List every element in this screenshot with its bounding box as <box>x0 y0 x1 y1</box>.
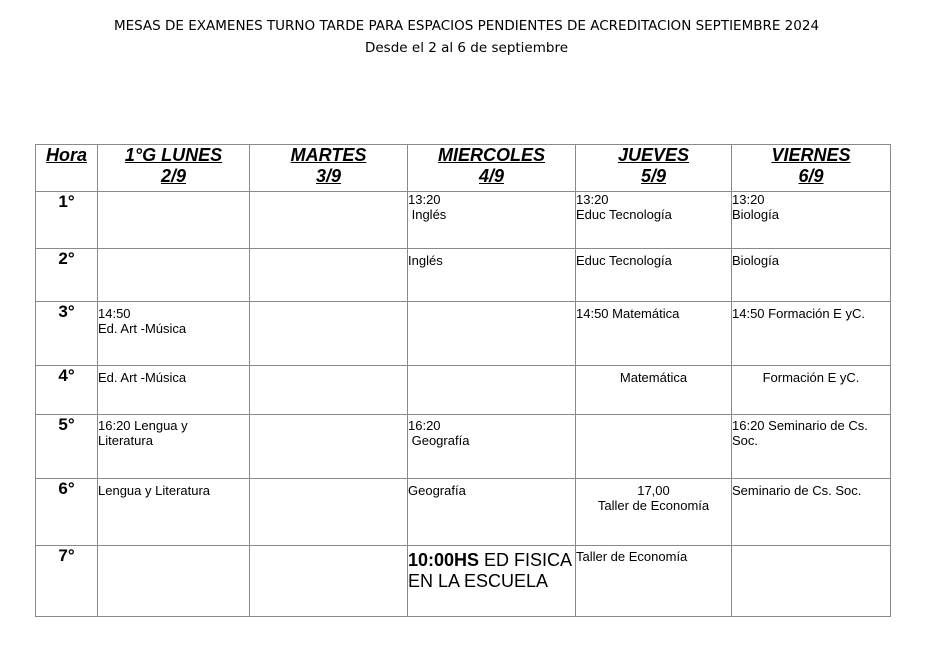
ed-fisica-time: 10:00HS <box>408 550 480 570</box>
cell-viernes: Formación E yC. <box>732 366 891 415</box>
cell-jueves <box>576 415 732 479</box>
cell-jueves: 13:20 Educ Tecnología <box>576 192 732 249</box>
hour-cell: 7° <box>36 546 98 617</box>
cell-martes <box>250 302 408 366</box>
cell-lunes: 16:20 Lengua y Literatura <box>98 415 250 479</box>
cell-viernes: Biología <box>732 249 891 302</box>
cell-martes <box>250 366 408 415</box>
table-row <box>36 415 891 479</box>
document-title: MESAS DE EXAMENES TURNO TARDE PARA ESPACIOS PENDIENTES DE ACREDITACION SEPTIEMBRE 2024 <box>113 18 820 34</box>
header-lunes: 1°G LUNES 2/9 <box>98 145 250 192</box>
cell-jueves: Educ Tecnología <box>576 249 732 302</box>
table-row <box>36 546 891 617</box>
hour-cell: 3° <box>36 302 98 366</box>
cell-viernes: 13:20 Biología <box>732 192 891 249</box>
exam-schedule-table <box>35 144 891 617</box>
cell-martes <box>250 546 408 617</box>
cell-miercoles: Inglés <box>408 249 576 302</box>
cell-viernes <box>732 546 891 617</box>
cell-viernes: Seminario de Cs. Soc. <box>732 479 891 546</box>
cell-martes <box>250 415 408 479</box>
hour-cell: 6° <box>36 479 98 546</box>
cell-lunes <box>98 192 250 249</box>
cell-jueves: Matemática <box>576 366 732 415</box>
ed-fisica-label: ED FISICA EN LA ESCUELA <box>408 550 572 591</box>
table-row <box>36 302 891 366</box>
cell-miercoles: 13:20 Inglés <box>408 192 576 249</box>
header-miercoles: MIERCOLES 4/9 <box>408 145 576 192</box>
table-row <box>36 479 891 546</box>
cell-miercoles: 16:20 Geografía <box>408 415 576 479</box>
cell-lunes: Lengua y Literatura <box>98 479 250 546</box>
cell-martes <box>250 479 408 546</box>
cell-miercoles: Geografía <box>408 479 576 546</box>
cell-jueves: 14:50 Matemática <box>576 302 732 366</box>
cell-miercoles <box>408 302 576 366</box>
header-jueves: JUEVES 5/9 <box>576 145 732 192</box>
table-row <box>36 192 891 249</box>
cell-miercoles <box>408 546 576 617</box>
hour-cell: 5° <box>36 415 98 479</box>
hour-cell: 2° <box>36 249 98 302</box>
cell-lunes <box>98 546 250 617</box>
hour-cell: 4° <box>36 366 98 415</box>
header-martes: MARTES 3/9 <box>250 145 408 192</box>
cell-viernes: 16:20 Seminario de Cs. Soc. <box>732 415 891 479</box>
cell-viernes: 14:50 Formación E yC. <box>732 302 891 366</box>
cell-jueves: 17,00 Taller de Economía <box>576 479 732 546</box>
document-subtitle: Desde el 2 al 6 de septiembre <box>364 40 569 56</box>
header-viernes: VIERNES 6/9 <box>732 145 891 192</box>
cell-miercoles <box>408 366 576 415</box>
cell-jueves: Taller de Economía <box>576 546 732 617</box>
table-row <box>36 366 891 415</box>
table-row <box>36 249 891 302</box>
cell-lunes: Ed. Art -Música <box>98 366 250 415</box>
cell-lunes: 14:50 Ed. Art -Música <box>98 302 250 366</box>
header-hora: Hora <box>36 145 98 192</box>
cell-martes <box>250 192 408 249</box>
hour-cell: 1° <box>36 192 98 249</box>
cell-martes <box>250 249 408 302</box>
cell-lunes <box>98 249 250 302</box>
header-row <box>36 145 891 192</box>
